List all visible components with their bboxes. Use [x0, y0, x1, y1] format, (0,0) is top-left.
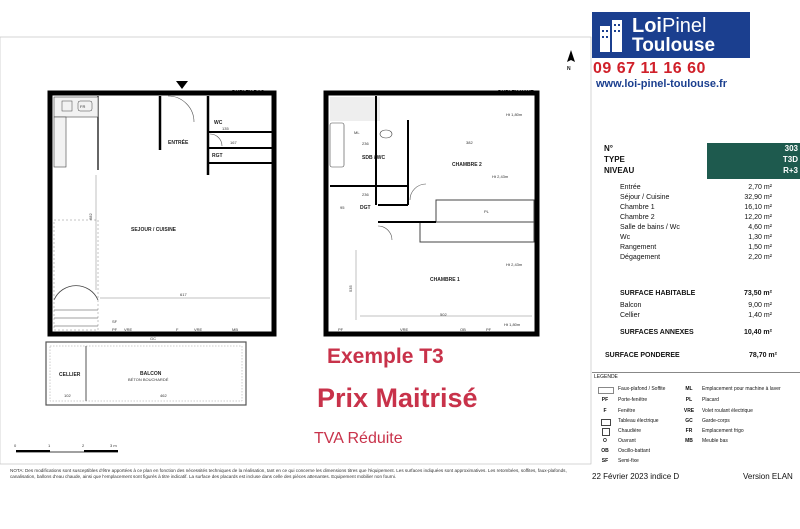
logo-pinel: Pinel — [662, 15, 707, 37]
dim-236: 236 — [362, 141, 369, 146]
dim-135: 135 — [222, 126, 229, 131]
room-sejour: SEJOUR / CUISINE — [131, 227, 177, 233]
areas-table: Entrée 2,70 m² Séjour / Cuisine 32,90 m² Chambre 1 16,10 m² Chambre 2 12,20 m² Salle de bains / Wc 4,60 m² Wc 1,30 m² Rangement 1,50 m² Dégagement 2,20 m² SURFACE HABITABLE 73,50 m² Balcon 9,00 m² Cellier 1,40 m² SURFACES ANNEXES 10,40 m² SURFACE PONDEREE 78,70 m² — [605, 184, 777, 359]
header-row-niveau: NIVEAU R+3 — [604, 166, 798, 175]
logo — [592, 12, 750, 58]
code-pf2: PF — [338, 327, 344, 332]
code-fr: FR — [80, 104, 86, 109]
scale-bar — [14, 443, 118, 452]
label-duplex-bas: DUPLEX BAS — [232, 90, 265, 96]
entry-arrow-icon — [176, 81, 188, 89]
plan-duplex-bas — [46, 81, 274, 405]
code-pf: PF — [112, 327, 118, 332]
dim-167: 167 — [230, 140, 237, 145]
north-arrow-icon — [567, 50, 575, 72]
code-ml: ML — [354, 130, 360, 135]
code-ob: OB — [460, 327, 466, 332]
code-gc: GC — [150, 336, 156, 341]
boiler-icon — [602, 428, 610, 436]
height-4: Ht 1,80m — [504, 322, 521, 327]
phone-number[interactable]: 09 67 11 16 60 — [593, 60, 706, 77]
info-panel — [592, 143, 800, 176]
code-mb: MB — [232, 327, 238, 332]
room-chambre1: CHAMBRE 1 — [430, 277, 460, 283]
code-f: F — [176, 327, 179, 332]
dim-617: 617 — [180, 292, 187, 297]
logo-loi: Loi — [632, 15, 662, 37]
legend-title: LEGENDE — [594, 374, 618, 380]
header-row-number: N° 303 — [604, 144, 798, 153]
code-vre: VRE — [194, 327, 203, 332]
label-duplex-haut: DUPLEX HAUT — [498, 90, 534, 96]
scale-1: 1 — [48, 443, 51, 448]
code-pl: PL — [484, 209, 489, 214]
room-balcon: BALCON — [140, 371, 162, 377]
room-cellier: CELLIER — [59, 372, 81, 378]
dim-382: 382 — [466, 140, 473, 145]
plan-duplex-haut — [326, 90, 537, 334]
disclaimer-note: NOTA: Des modifications sont susceptibles d'être apportées à ce plan en fonction des nécessités techniques de la réalisation, tant en ce qui concerne les dimensions titres que l'équipement. Les surfaces indiquées sont approximatives. Les retombées, soffites, faux-plafonds, canalisation, ballons d'eau chaude, ainsi que l'emplacement sont figurés à titre indicatif. La surface des placards est incluse dans celle des pièces attenantes. Equipement mobilier non fourni. — [10, 468, 567, 479]
scale-0: 0 — [14, 443, 17, 448]
svg-text:N: N — [567, 66, 571, 72]
overlay-title: Exemple T3 — [327, 345, 444, 368]
dim-95: 95 — [340, 205, 345, 210]
legend: LEGENDE Faux-plafond / Soffite PF Porte-fenêtre F Fenêtre Tableau électrique Chaudière O Ouvrant OB Oscillo-battant SF Semi-fixe ML Emplacement pour machine à laver PL Placard VRE Volet roulant électrique GC Garde-corps FR Emplacement frigo MB Meuble bas — [592, 372, 800, 473]
overlay-tva: TVA Réduite — [314, 430, 403, 447]
dim-682: 682 — [88, 213, 93, 220]
balcon-sub: BÉTON BOUCHARDÉ — [128, 377, 169, 382]
height-1: Ht 1,80m — [506, 112, 523, 117]
staircase-icon — [54, 220, 98, 330]
header-row-type: TYPE T3D — [604, 155, 798, 164]
dim-502: 502 — [440, 312, 447, 317]
room-dgt: DGT — [360, 205, 371, 211]
logo-toulouse: Toulouse — [632, 35, 716, 56]
footer-version: Version ELAN — [743, 472, 793, 481]
code-sf: SF — [112, 319, 118, 324]
footer-date: 22 Février 2023 indice D — [592, 472, 680, 481]
overlay-subtitle: Prix Maitrisé — [317, 383, 478, 413]
electrical-panel-icon — [601, 419, 611, 426]
height-3: Ht 2,43m — [506, 262, 523, 267]
website-link[interactable]: www.loi-pinel-toulouse.fr — [596, 78, 727, 90]
dim-535: 535 — [348, 285, 353, 292]
room-sdb: SDB / WC — [362, 155, 386, 161]
dim-236b: 236 — [362, 192, 369, 197]
room-wc: WC — [214, 120, 223, 126]
dim-102: 102 — [64, 393, 71, 398]
code-vre3: VRE — [400, 327, 409, 332]
code-vre2: VRE — [124, 327, 133, 332]
scale-3: 3 m — [110, 443, 117, 448]
scale-2: 2 — [82, 443, 85, 448]
room-entree: ENTRÉE — [168, 140, 189, 146]
height-2: Ht 2,43m — [492, 174, 509, 179]
room-chambre2: CHAMBRE 2 — [452, 162, 482, 168]
building-icon — [598, 18, 624, 52]
room-rgt: RGT — [212, 153, 223, 159]
code-pf3: PF — [486, 327, 492, 332]
dim-462: 462 — [160, 393, 167, 398]
